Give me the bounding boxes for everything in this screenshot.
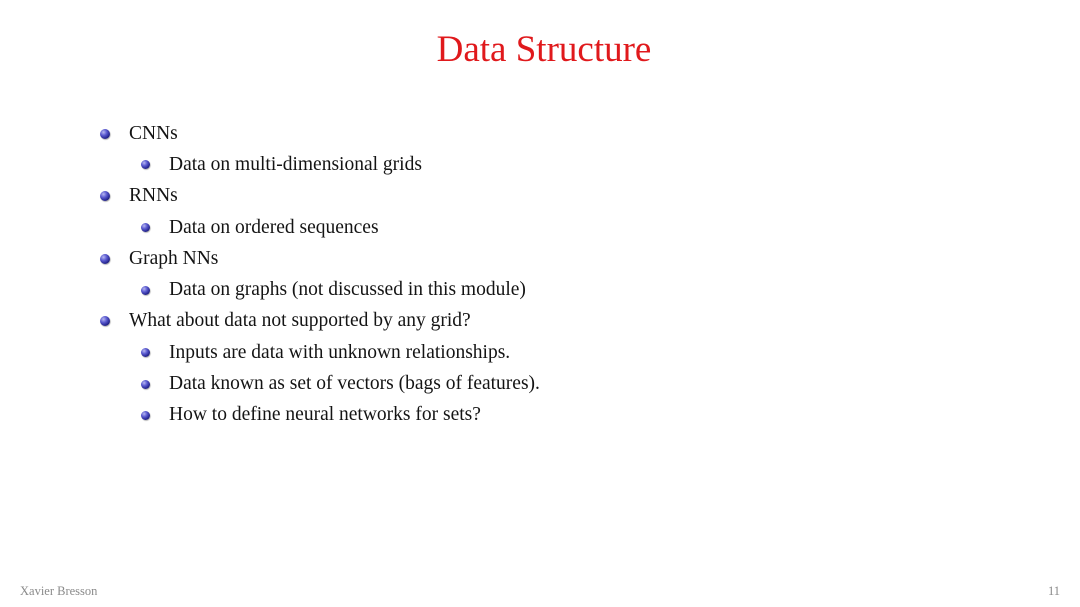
slide-title: Data Structure <box>436 29 652 70</box>
list-item <box>100 118 1000 149</box>
sub-list-item <box>100 149 1000 180</box>
sub-list-item <box>100 400 1000 431</box>
bullet-icon <box>100 254 110 264</box>
list-item <box>100 306 1000 337</box>
sub-list-item <box>100 212 1000 243</box>
bullet-icon <box>100 316 110 326</box>
sub-list-item-label: How to define neural networks for sets? <box>169 404 481 426</box>
bullet-icon <box>100 129 110 139</box>
bullet-icon <box>141 380 150 389</box>
list-item <box>100 243 1000 274</box>
list-item <box>100 181 1000 212</box>
bullet-icon <box>141 286 150 295</box>
sub-list-item <box>100 368 1000 399</box>
bullet-icon <box>141 223 150 232</box>
list-item-label: What about data not supported by any grid? <box>129 310 471 332</box>
list-item-label: Graph NNs <box>129 247 219 269</box>
bullet-icon <box>141 348 150 357</box>
sub-list-item <box>100 274 1000 305</box>
list-item-label: RNNs <box>129 185 178 207</box>
bullet-icon <box>100 191 110 201</box>
bullet-list <box>100 118 1000 431</box>
bullet-icon <box>141 160 150 169</box>
sub-list-item-label: Data on multi-dimensional grids <box>169 153 422 175</box>
bullet-icon <box>141 411 150 420</box>
sub-list-item <box>100 337 1000 368</box>
sub-list-item-label: Inputs are data with unknown relationships. <box>169 341 511 363</box>
footer-author: Xavier Bresson <box>20 584 98 598</box>
sub-list-item-label: Data known as set of vectors (bags of features). <box>169 373 540 395</box>
list-item-label: CNNs <box>129 122 178 144</box>
sub-list-item-label: Data on graphs (not discussed in this module) <box>169 279 526 301</box>
page-number: 11 <box>1047 584 1060 598</box>
sub-list-item-label: Data on ordered sequences <box>169 216 379 238</box>
